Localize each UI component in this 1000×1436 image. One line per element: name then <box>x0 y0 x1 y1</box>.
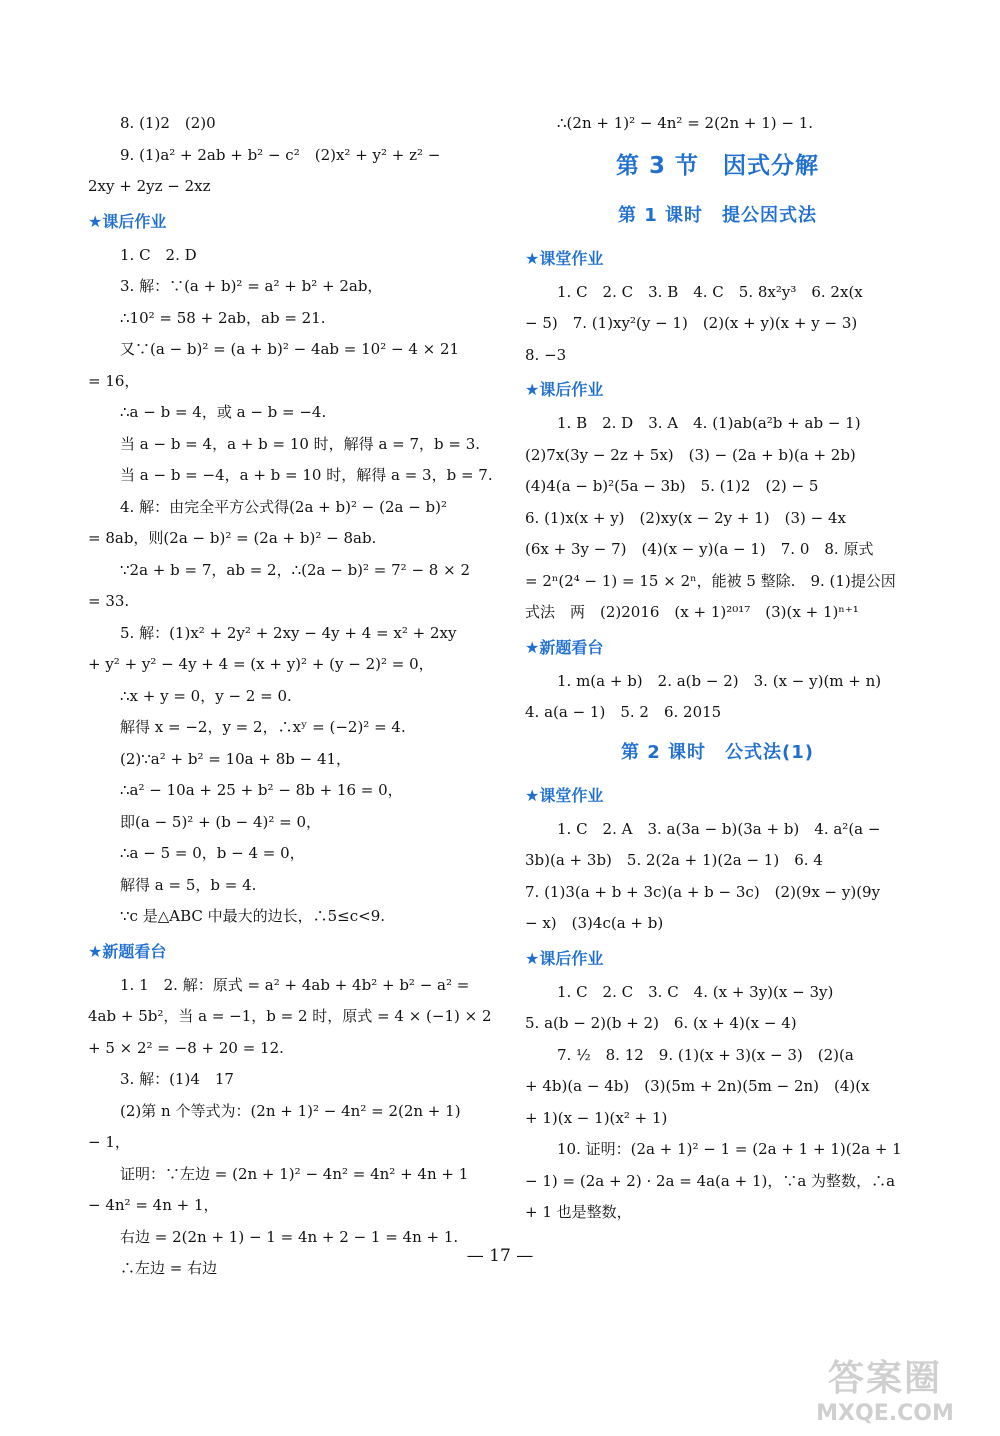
answer-line: 当 a − b = −4，a + b = 10 时，解得 a = 3，b = 7. <box>120 466 493 484</box>
answer-line: (6x + 3y − 7) (4)(x − y)(a − 1) 7. 0 8. 原式 <box>525 540 874 558</box>
answer-line: (4)4(a − b)²(5a − 3b) 5. (1)2 (2) − 5 <box>525 477 819 495</box>
answer-line: 7. ½ 8. 12 9. (1)(x + 3)(x − 3) (2)(a <box>557 1045 854 1064</box>
answer-line: ∴a − b = 4，或 a − b = −4. <box>120 403 327 421</box>
answer-line: 当 a − b = 4，a + b = 10 时，解得 a = 7，b = 3. <box>120 434 481 453</box>
lesson-title: 第 1 课时 提公因式法 <box>617 204 818 226</box>
answer-line: (2)∵a² + b² = 10a + 8b − 41， <box>120 749 352 768</box>
answer-line: (2)7x(3y − 2z + 5x) (3) − (2a + b)(a + 2b) <box>525 445 856 464</box>
answer-line: + 1)(x − 1)(x² + 1) <box>525 1108 668 1127</box>
answer-line: + y² + y² − 4y + 4 = (x + y)² + (y − 2)² = 0， <box>88 655 434 673</box>
answer-line: 解得 a = 5，b = 4. <box>120 875 257 894</box>
answer-line: 7. (1)3(a + b + 3c)(a + b − 3c) (2)(9x − y)(9y <box>525 882 881 901</box>
answer-line: 4ab + 5b²，当 a = −1，b = 2 时，原式 = 4 × (−1) × 2 <box>88 1007 492 1025</box>
section-heading: ★课后作业 <box>88 211 167 231</box>
answer-line: = 16， <box>88 371 140 390</box>
watermark-url: MXQE.COM <box>816 1401 954 1426</box>
answer-line: − 4n² = 4n + 1， <box>88 1196 219 1214</box>
answer-line: 8. (1)2 (2)0 <box>120 114 216 132</box>
section-heading: ★课后作业 <box>525 948 604 968</box>
answer-line: − 1， <box>88 1133 130 1151</box>
answer-line: − 5) 7. (1)xy²(y − 1) (2)(x + y)(x + y − 3) <box>525 314 858 332</box>
answer-line: ∵c 是△ABC 中最大的边长，∴5≤c<9. <box>120 907 386 925</box>
answer-line: 证明：∵左边 = (2n + 1)² − 4n² = 4n² + 4n + 1 <box>120 1164 469 1183</box>
section-heading: ★课后作业 <box>525 380 604 399</box>
answer-line: 右边 = 2(2n + 1) − 1 = 4n + 2 − 1 = 4n + 1. <box>120 1227 459 1246</box>
answer-line: 9. (1)a² + 2ab + b² − c² (2)x² + y² + z² − <box>120 145 441 164</box>
answer-line: ∴左边 = 右边 <box>120 1259 218 1277</box>
answer-line: 2xy + 2yz − 2xz <box>88 177 211 195</box>
answer-line: 8. −3 <box>525 345 567 364</box>
right-column <box>525 108 910 1229</box>
answer-line: 3. 解：(1)4 17 <box>120 1070 234 1088</box>
answer-line: 1. C 2. D <box>120 245 197 264</box>
answer-line: 1. C 2. A 3. a(3a − b)(3a + b) 4. a²(a − <box>557 819 881 838</box>
left-column <box>88 108 493 1285</box>
answer-line: ∴a − 5 = 0，b − 4 = 0， <box>120 844 305 862</box>
section-heading: ★课堂作业 <box>525 785 604 805</box>
answer-line: 3b)(a + 3b) 5. 2(2a + 1)(2a − 1) 6. 4 <box>525 851 823 869</box>
answer-line: 又∵(a − b)² = (a + b)² − 4ab = 10² − 4 × 21 <box>120 340 460 358</box>
answer-line: = 8ab，则(2a − b)² = (2a + b)² − 8ab. <box>88 529 377 547</box>
answer-line: = 33. <box>88 592 130 610</box>
answer-line: − x) (3)4c(a + b) <box>525 914 664 932</box>
answer-line: ∴(2n + 1)² − 4n² = 2(2n + 1) − 1. <box>557 114 814 132</box>
answer-line: 1. C 2. C 3. B 4. C 5. 8x²y³ 6. 2x(x <box>557 282 863 301</box>
watermark-logo-text: 答案圈 <box>827 1358 942 1399</box>
answer-line: 1. 1 2. 解：原式 = a² + 4ab + 4b² + b² − a² = <box>120 975 470 994</box>
page-number: — 17 — <box>466 1246 534 1266</box>
answer-line: ∴x + y = 0，y − 2 = 0. <box>120 686 292 705</box>
watermark-logo <box>790 1350 980 1426</box>
answer-line: 式法 两 (2)2016 (x + 1)²⁰¹⁷ (3)(x + 1)ⁿ⁺¹ <box>525 603 859 621</box>
answer-line: 4. 解：由完全平方公式得(2a + b)² − (2a − b)² <box>120 497 448 516</box>
answer-line: 5. a(b − 2)(b + 2) 6. (x + 4)(x − 4) <box>525 1014 797 1032</box>
chapter-title: 第 3 节 因式分解 <box>615 152 820 179</box>
answer-line: + 5 × 2² = −8 + 20 = 12. <box>88 1038 284 1057</box>
section-heading: ★新题看台 <box>88 941 167 961</box>
answer-line: 1. C 2. C 3. C 4. (x + 3y)(x − 3y) <box>557 982 834 1001</box>
answer-line: 5. 解：(1)x² + 2y² + 2xy − 4y + 4 = x² + 2xy <box>120 623 457 642</box>
answer-line: 1. m(a + b) 2. a(b − 2) 3. (x − y)(m + n) <box>557 671 882 690</box>
answer-line: ∵2a + b = 7，ab = 2，∴(2a − b)² = 7² − 8 × 2 <box>120 560 470 579</box>
section-heading: ★新题看台 <box>525 637 604 657</box>
section-heading: ★课堂作业 <box>525 248 604 268</box>
answer-line: − 1) = (2a + 2) · 2a = 4a(a + 1)，∵a 为整数，∴a <box>525 1171 896 1190</box>
answer-line: 即(a − 5)² + (b − 4)² = 0， <box>120 812 322 831</box>
answer-line: 6. (1)x(x + y) (2)xy(x − 2y + 1) (3) − 4x <box>525 508 846 527</box>
answer-line: ∴10² = 58 + 2ab，ab = 21. <box>120 308 326 327</box>
answer-line: 10. 证明：(2a + 1)² − 1 = (2a + 1 + 1)(2a + 1 <box>557 1140 902 1158</box>
answer-line: (2)第 n 个等式为：(2n + 1)² − 4n² = 2(2n + 1) <box>120 1101 461 1120</box>
answer-line: + 4b)(a − 4b) (3)(5m + 2n)(5m − 2n) (4)(x <box>525 1077 870 1095</box>
answer-line: 解得 x = −2，y = 2，∴xʸ = (−2)² = 4. <box>120 718 406 736</box>
answer-line: 3. 解：∵(a + b)² = a² + b² + 2ab， <box>120 277 383 295</box>
lesson-title: 第 2 课时 公式法(1) <box>620 741 815 763</box>
answer-line: 4. a(a − 1) 5. 2 6. 2015 <box>525 703 722 721</box>
answer-line: ∴a² − 10a + 25 + b² − 8b + 16 = 0， <box>120 781 403 799</box>
answer-line: = 2ⁿ(2⁴ − 1) = 15 × 2ⁿ，能被 5 整除. 9. (1)提公因 <box>525 571 896 590</box>
answer-line: 1. B 2. D 3. A 4. (1)ab(a²b + ab − 1) <box>557 414 861 432</box>
answer-line: + 1 也是整数， <box>525 1203 632 1221</box>
